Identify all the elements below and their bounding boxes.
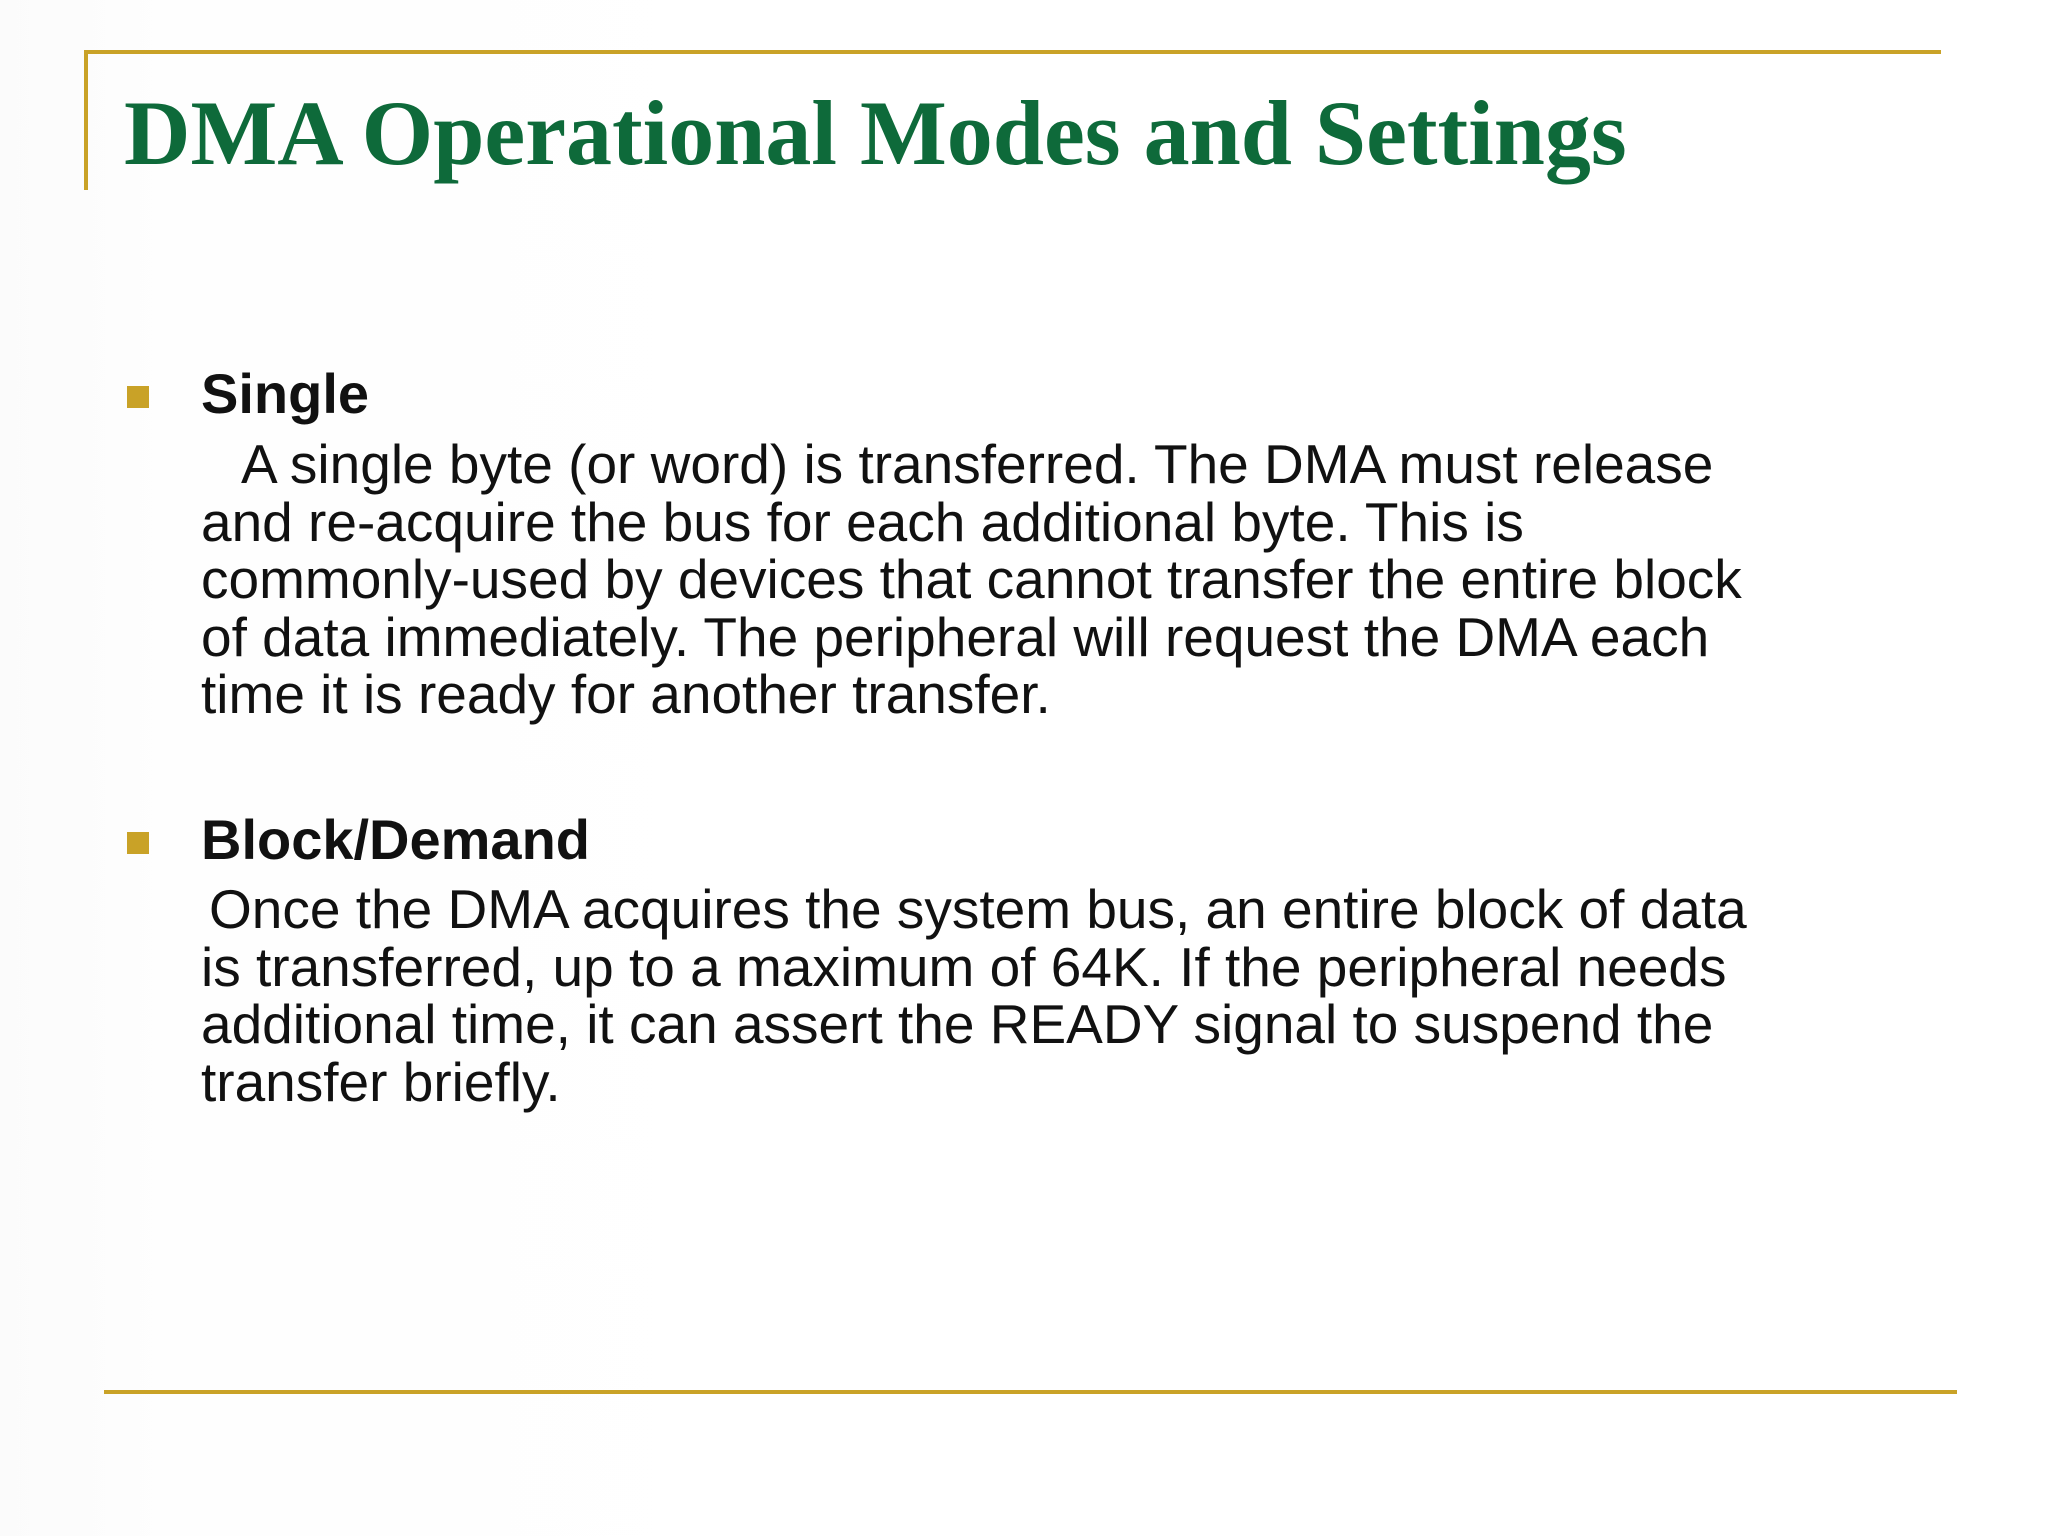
bullet-single <box>201 362 1921 724</box>
body-line: A single byte (or word) is transferred. The DMA must release <box>241 433 1714 495</box>
left-rule <box>84 50 88 190</box>
bullet-heading: Block/Demand <box>201 808 590 871</box>
body-line: Once the DMA acquires the system bus, an entire block of data <box>209 878 1747 940</box>
bottom-rule <box>104 1390 1957 1394</box>
body-line: of data immediately. The peripheral will request the DMA each <box>201 605 1710 668</box>
bullet-body <box>201 878 1921 1113</box>
top-rule <box>84 50 1941 54</box>
square-bullet-icon <box>127 832 149 854</box>
body-line: time it is ready for another transfer. <box>201 663 1051 725</box>
bullet-block-demand <box>201 808 1921 1111</box>
body-line: transfer briefly. <box>201 1050 561 1113</box>
square-bullet-icon <box>127 386 149 408</box>
slide-title: DMA Operational Modes and Settings <box>124 82 1627 184</box>
body-line: and re-acquire the bus for each additional byte. This is <box>201 490 1524 553</box>
body-line: additional time, it can assert the READY signal to suspend the <box>201 993 1714 1055</box>
bullet-body <box>201 433 1921 725</box>
bullet-heading: Single <box>201 362 370 425</box>
body-line: commonly-used by devices that cannot transfer the entire block <box>201 548 1742 610</box>
body-line: is transferred, up to a maximum of 64K. If the peripheral needs <box>201 935 1727 998</box>
